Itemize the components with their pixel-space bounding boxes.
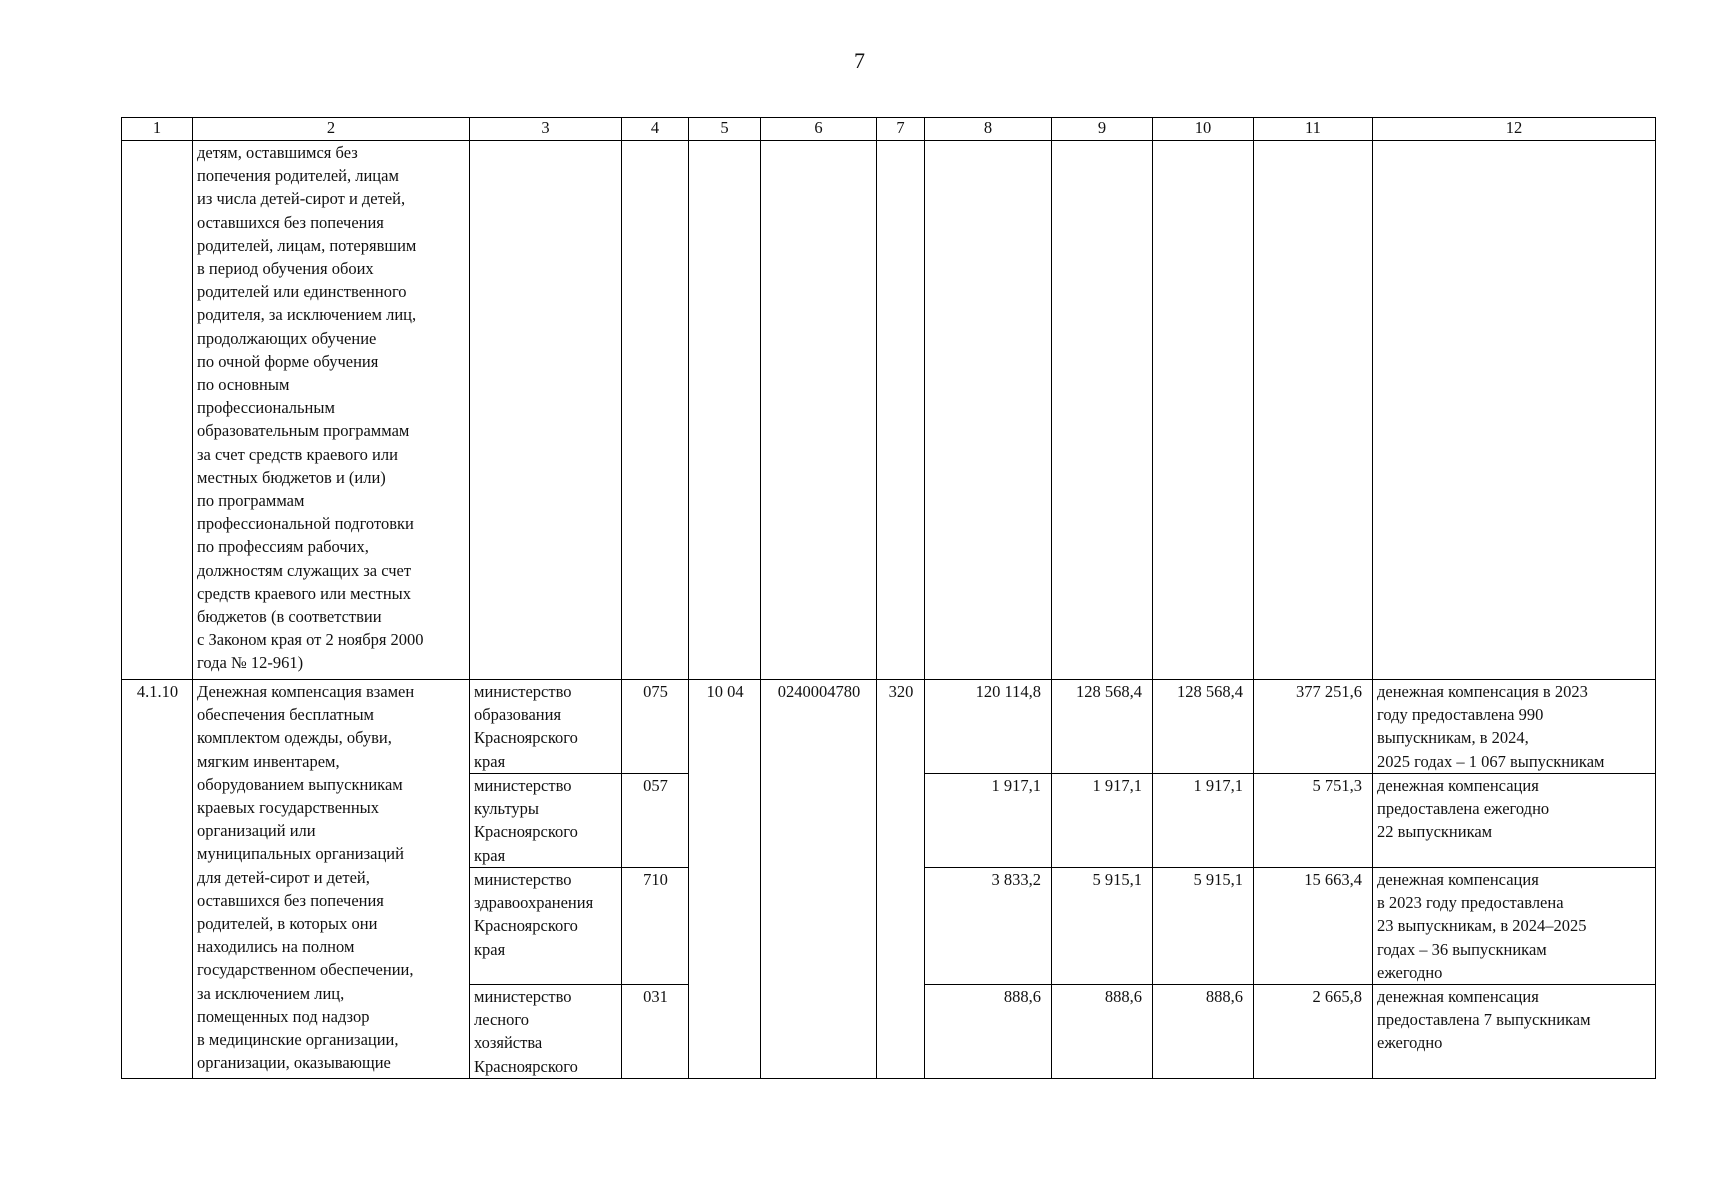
agency-name: министерство здравоохранения Красноярского края	[470, 868, 622, 985]
continuation-text: детям, оставшимся без попечения родителей, лицам из числа детей-сирот и детей, оставшихся без попечения родителей, лицам, потерявшим в период обучения обоих родителей или единственного родителя, за исключением лиц, продолжающих обучение по очной форме обучения по основным профессиональным образовательным программам за счет средств краевого или местных бюджетов и (или) по программам профессиональной подготовки по профессиям рабочих, должностям служащих за счет средств краевого или местных бюджетов (в соответствии с Законом края от 2 ноября 2000 года № 12-961)	[193, 141, 470, 680]
amount-2023: 1 917,1	[925, 774, 1052, 868]
column-number: 8	[925, 118, 1052, 141]
table-row	[122, 680, 1656, 774]
expected-result: денежная компенсация предоставлена ежегодно 22 выпускникам	[1373, 774, 1656, 868]
amount-2025: 888,6	[1153, 985, 1254, 1079]
amount-2024: 128 568,4	[1052, 680, 1153, 774]
agency-code: 057	[622, 774, 689, 868]
column-number: 1	[122, 118, 193, 141]
expected-result: денежная компенсация в 2023 году предоставлена 23 выпускникам, в 2024–2025 годах – 36 выпускникам ежегодно	[1373, 868, 1656, 985]
item-number: 4.1.10	[122, 680, 193, 1079]
agency-code: 710	[622, 868, 689, 985]
agency-code: 031	[622, 985, 689, 1079]
amount-2023: 888,6	[925, 985, 1052, 1079]
amount-2024: 1 917,1	[1052, 774, 1153, 868]
column-number: 3	[470, 118, 622, 141]
expected-result: денежная компенсация предоставлена 7 выпускникам ежегодно	[1373, 985, 1656, 1079]
column-number: 2	[193, 118, 470, 141]
column-number: 9	[1052, 118, 1153, 141]
agency-name: министерство образования Красноярского края	[470, 680, 622, 774]
amount-2023: 120 114,8	[925, 680, 1052, 774]
amount-2023: 3 833,2	[925, 868, 1052, 985]
target-code: 0240004780	[761, 680, 877, 1079]
item-description: Денежная компенсация взамен обеспечения бесплатным комплектом одежды, обуви, мягким инвентарем, оборудованием выпускникам краевых государственных организаций или муниципальных организаций для детей-сирот и детей, оставшихся без попечения родителей, в которых они находились на полном государственном обеспечении, за исключением лиц, помещенных под надзор в медицинские организации, организации, оказывающие	[193, 680, 470, 1079]
amount-2025: 5 915,1	[1153, 868, 1254, 985]
amount-total: 15 663,4	[1254, 868, 1373, 985]
column-number: 11	[1254, 118, 1373, 141]
amount-2024: 5 915,1	[1052, 868, 1153, 985]
page-number: 7	[854, 48, 865, 73]
column-number: 10	[1153, 118, 1254, 141]
amount-total: 5 751,3	[1254, 774, 1373, 868]
amount-total: 2 665,8	[1254, 985, 1373, 1079]
section-code: 10 04	[689, 680, 761, 1079]
column-number-row	[122, 118, 1656, 141]
amount-total: 377 251,6	[1254, 680, 1373, 774]
column-number: 4	[622, 118, 689, 141]
column-number: 6	[761, 118, 877, 141]
expected-result: денежная компенсация в 2023 году предоставлена 990 выпускникам, в 2024, 2025 годах – 1 067 выпускникам	[1373, 680, 1656, 774]
expense-type-code: 320	[877, 680, 925, 1079]
column-number: 5	[689, 118, 761, 141]
agency-name: министерство лесного хозяйства Красноярского	[470, 985, 622, 1079]
amount-2024: 888,6	[1052, 985, 1153, 1079]
column-number: 7	[877, 118, 925, 141]
amount-2025: 128 568,4	[1153, 680, 1254, 774]
budget-table	[121, 117, 1656, 1079]
agency-code: 075	[622, 680, 689, 774]
continuation-row	[122, 141, 1656, 680]
amount-2025: 1 917,1	[1153, 774, 1254, 868]
column-number: 12	[1373, 118, 1656, 141]
agency-name: министерство культуры Красноярского края	[470, 774, 622, 868]
